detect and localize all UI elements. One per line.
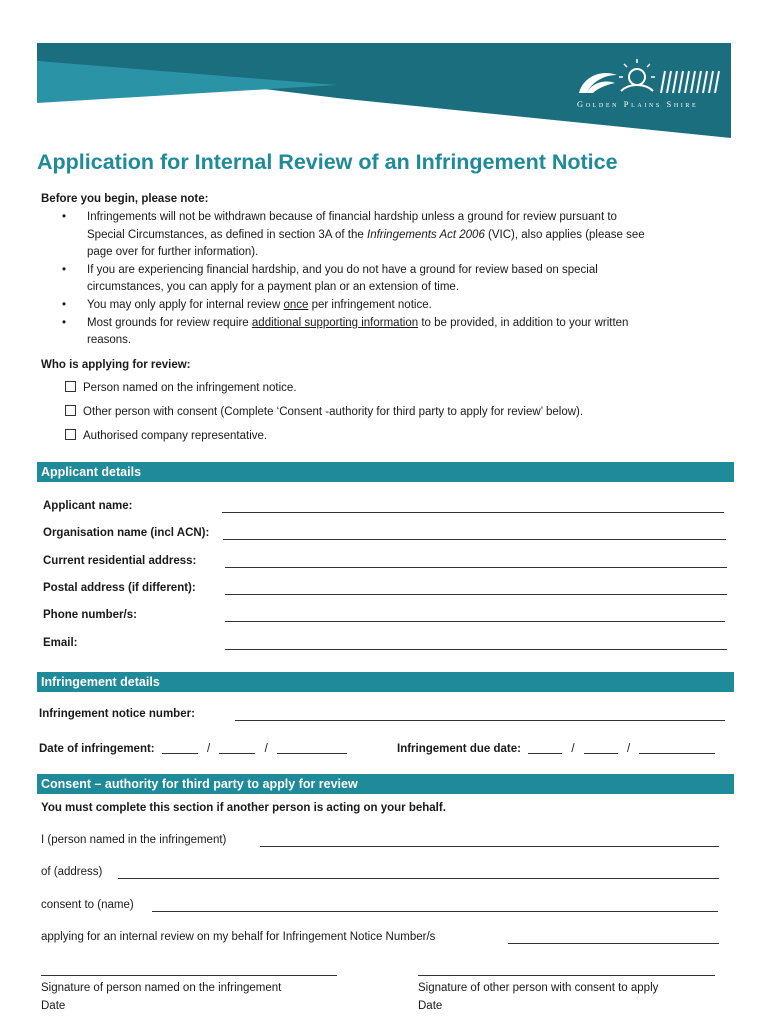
bullet-text: page over for further information).: [87, 246, 259, 259]
consent-name-label: consent to (name): [41, 899, 134, 911]
email-field[interactable]: [225, 649, 727, 650]
due-year-field[interactable]: [639, 743, 715, 754]
bullet-text: circumstances, you can apply for a payment plan or an extension of time.: [87, 281, 460, 294]
intro-bullets: [62, 209, 732, 350]
signature-2-label: Signature of other person with consent to apply: [418, 982, 659, 994]
due-date: [397, 743, 715, 755]
option-company-rep[interactable]: [65, 429, 267, 442]
date-day-field[interactable]: [162, 743, 198, 754]
option-label: Authorised company representative.: [83, 430, 268, 442]
bullet-payment-plan: [62, 262, 732, 297]
checkbox[interactable]: [65, 429, 76, 440]
checkbox[interactable]: [65, 381, 76, 392]
act-name: Infringements Act 2006: [367, 228, 485, 241]
address-field[interactable]: [118, 878, 719, 879]
person-named-label: I (person named in the infringement): [41, 834, 227, 846]
checkbox[interactable]: [65, 405, 76, 416]
date-label: Date of infringement:: [39, 743, 155, 755]
bullet-text: to be provided, in addition to your written: [418, 316, 629, 329]
intro-heading: Before you begin, please note:: [41, 193, 209, 205]
person-named-field[interactable]: [260, 846, 719, 847]
bullet-once: [62, 297, 732, 315]
slash: /: [207, 743, 211, 755]
bullet-text: Special Circumstances, as defined in section 3A of the: [87, 228, 367, 241]
supporting-info-link[interactable]: additional supporting information: [251, 316, 419, 329]
consent-note: You must complete this section if another person is acting on your behalf.: [41, 802, 446, 814]
postal-address-field[interactable]: [225, 594, 727, 595]
bullet-text: You may only apply for internal review: [87, 298, 284, 311]
phone-field[interactable]: [225, 621, 725, 622]
bullet-text: (VIC), also applies (please see: [484, 228, 645, 241]
residential-address-field[interactable]: [225, 567, 727, 568]
email-label: Email:: [43, 637, 78, 649]
option-person-named[interactable]: [65, 381, 297, 394]
due-month-field[interactable]: [584, 743, 618, 754]
due-date-label: Infringement due date:: [397, 743, 521, 755]
applicant-section-header: Applicant details: [37, 462, 734, 482]
date-2-label: Date: [418, 1000, 443, 1012]
consent-name-field[interactable]: [152, 911, 718, 912]
page-title: Application for Internal Review of an Infringement Notice: [37, 150, 618, 174]
date-of-infringement: [39, 743, 347, 755]
address-label: of (address): [41, 866, 103, 878]
bullet-text: Infringements will not be withdrawn because of financial hardship unless a ground for review pursuant to: [87, 211, 617, 223]
date-year-field[interactable]: [277, 743, 347, 754]
bullet-text: reasons.: [87, 334, 132, 347]
logo-text: Golden Plains Shire: [577, 99, 699, 109]
infringement-section-header: Infringement details: [37, 672, 734, 692]
option-other-person[interactable]: [65, 405, 583, 418]
notice-numbers-field[interactable]: [508, 943, 719, 944]
consent-section-header: Consent – authority for third party to apply for review: [37, 774, 734, 794]
notice-number-label: Infringement notice number:: [39, 708, 195, 720]
slash: /: [264, 743, 268, 755]
signature-2-field[interactable]: [418, 975, 715, 976]
applicant-name-field[interactable]: [222, 512, 724, 513]
notice-number-field[interactable]: [235, 720, 725, 721]
signature-1-label: Signature of person named on the infringement: [41, 982, 282, 994]
bullet-text: per infringement notice.: [308, 298, 432, 311]
due-day-field[interactable]: [528, 743, 562, 754]
applicant-name-label: Applicant name:: [43, 500, 133, 512]
signature-1-field[interactable]: [41, 975, 337, 976]
option-label: Person named on the infringement notice.: [83, 382, 297, 394]
who-heading: Who is applying for review:: [41, 359, 191, 371]
date-1-label: Date: [41, 1000, 66, 1012]
bullet-text: Most grounds for review require: [87, 316, 252, 329]
slash: /: [626, 743, 631, 755]
organisation-name-label: Organisation name (incl ACN):: [43, 527, 210, 539]
bullet-text: If you are experiencing financial hardship, and you do not have a ground for review based on special: [87, 263, 598, 276]
once-emphasis: once: [283, 298, 309, 311]
postal-address-label: Postal address (if different):: [43, 582, 196, 594]
date-month-field[interactable]: [219, 743, 255, 754]
option-label: Other person with consent (Complete ‘Consent -authority for third party to apply for review’ below).: [83, 406, 584, 418]
residential-address-label: Current residential address:: [43, 555, 197, 567]
phone-label: Phone number/s:: [43, 609, 137, 621]
bullet-hardship: [62, 209, 732, 262]
organisation-name-field[interactable]: [223, 539, 726, 540]
slash: /: [571, 743, 575, 755]
bullet-supporting-info: [62, 315, 732, 350]
applying-label: applying for an internal review on my behalf for Infringement Notice Number/s: [41, 931, 436, 943]
